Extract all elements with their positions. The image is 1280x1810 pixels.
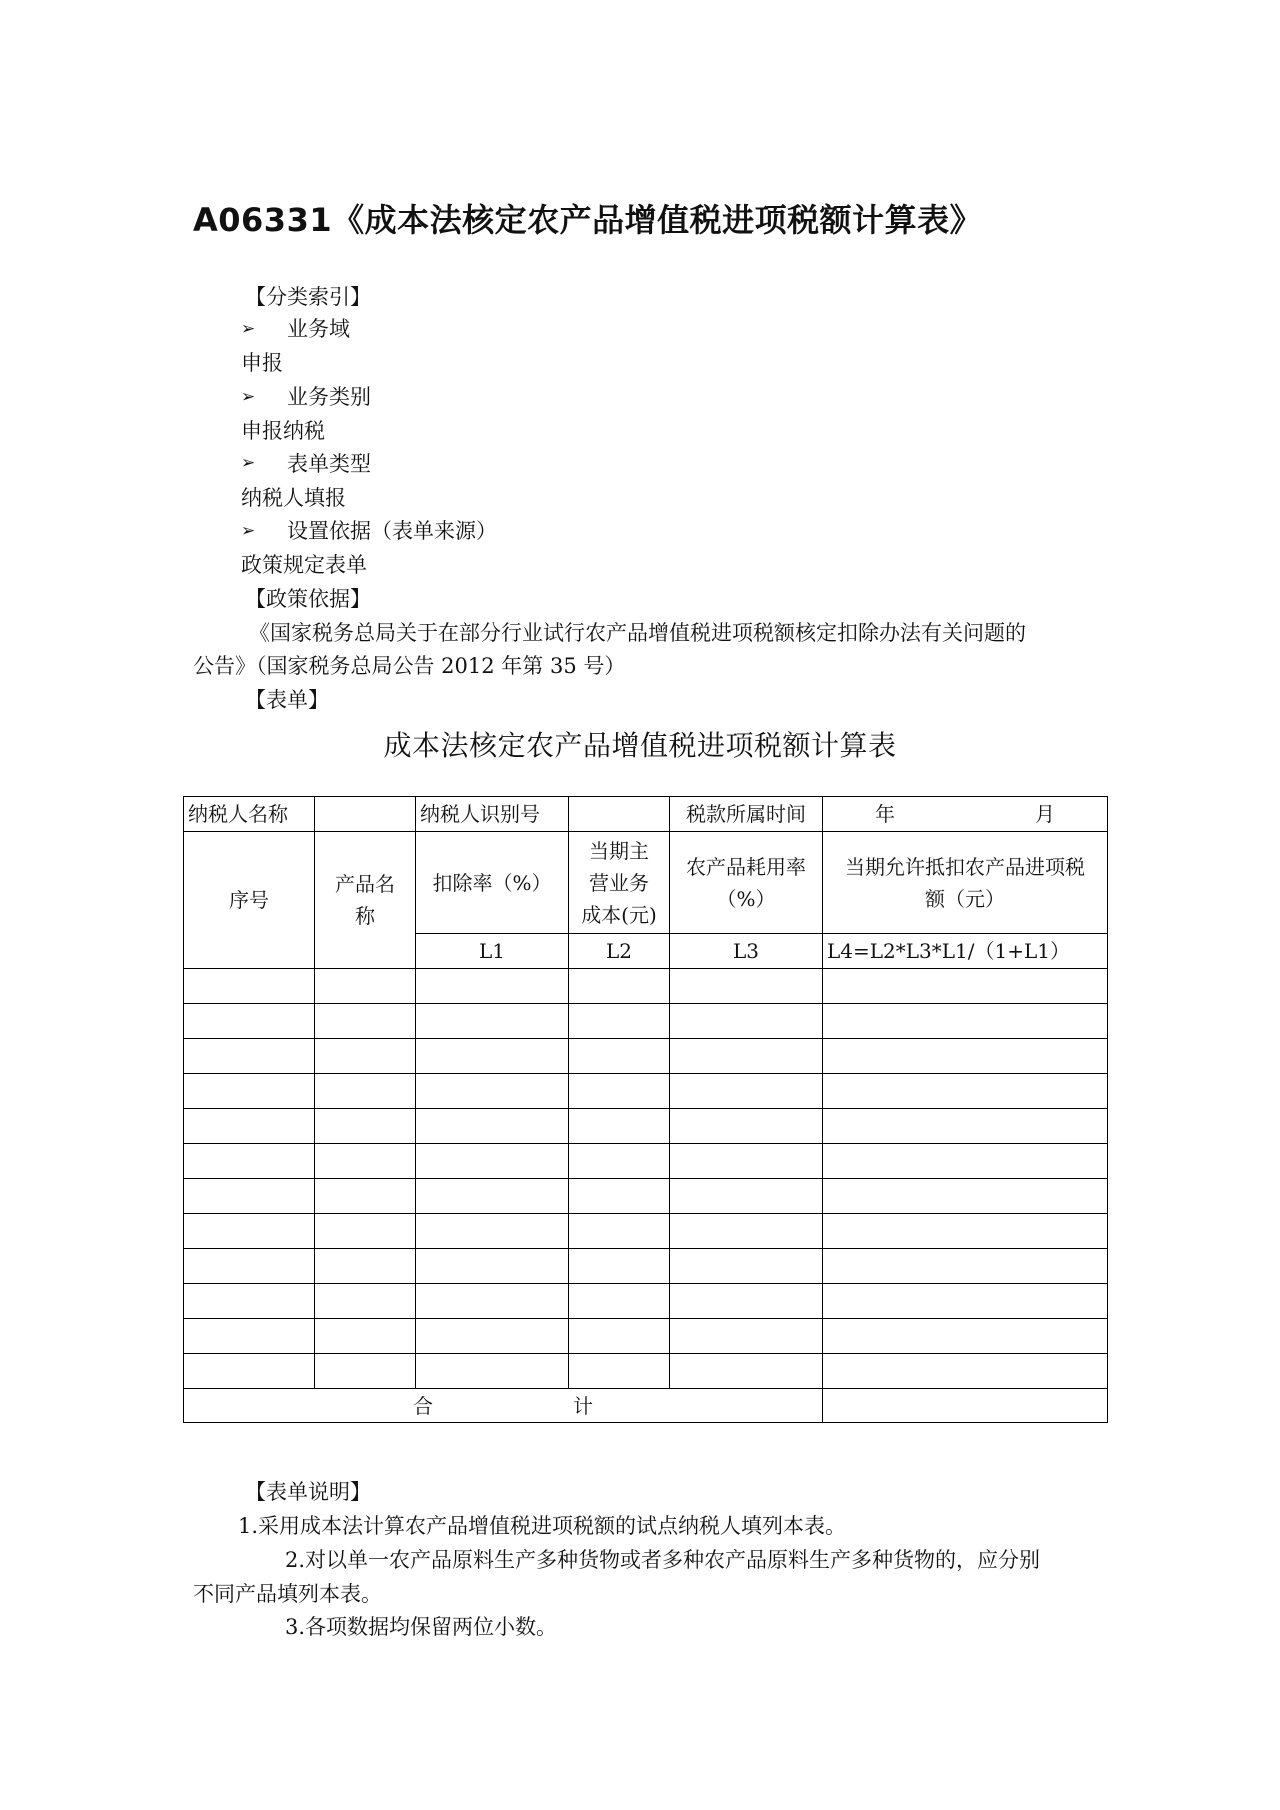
table-row <box>184 1319 1108 1354</box>
tax-period-label: 税款所属时间 <box>670 797 823 832</box>
calculation-table <box>183 796 1108 1423</box>
taxpayer-name-field[interactable] <box>315 797 416 832</box>
form-heading: 【表单】 <box>245 688 329 712</box>
index-item-label: 表单类型 <box>287 452 371 476</box>
policy-heading: 【政策依据】 <box>245 587 371 611</box>
arrow-bullet-icon: ➢ <box>241 521 256 541</box>
index-item-label: 设置依据（表单来源） <box>287 519 497 543</box>
taxpayer-id-field[interactable] <box>569 797 670 832</box>
index-item-value: 纳税人填报 <box>241 486 346 510</box>
table-row <box>184 1004 1108 1039</box>
policy-text-line1: 《国家税务总局关于在部分行业试行农产品增值税进项税额核定扣除办法有关问题的 <box>249 621 1026 645</box>
total-row <box>184 1389 1108 1423</box>
policy-text-line2: 公告》（国家税务总局公告 2012 年第 35 号） <box>193 654 626 678</box>
taxpayer-id-label: 纳税人识别号 <box>416 797 569 832</box>
index-item-value: 政策规定表单 <box>241 553 367 577</box>
arrow-bullet-icon: ➢ <box>241 319 256 339</box>
col-cost-header: 当期主 营业务 成本(元) <box>569 832 670 934</box>
taxpayer-info-row <box>184 797 1108 832</box>
column-header-row <box>184 832 1108 934</box>
index-item-value: 申报纳税 <box>241 419 325 443</box>
total-label: 合 计 <box>184 1389 823 1423</box>
note-3: 3.各项数据均保留两位小数。 <box>285 1615 558 1639</box>
col-product-header: 产品名 称 <box>315 832 416 969</box>
table-row <box>184 969 1108 1004</box>
notes-heading: 【表单说明】 <box>245 1480 371 1504</box>
taxpayer-name-label: 纳税人名称 <box>184 797 315 832</box>
index-item-label: 业务类别 <box>287 385 371 409</box>
total-value-field[interactable] <box>823 1389 1108 1423</box>
col-consumption-rate-header: 农产品耗用率 （%） <box>670 832 823 934</box>
table-row <box>184 1249 1108 1284</box>
code-l1: L1 <box>416 934 569 969</box>
index-item-value: 申报 <box>241 351 283 375</box>
note-1: 1.采用成本法计算农产品增值税进项税额的试点纳税人填列本表。 <box>238 1514 847 1538</box>
table-row <box>184 1109 1108 1144</box>
col-deduction-rate-header: 扣除率（%） <box>416 832 569 934</box>
arrow-bullet-icon: ➢ <box>241 453 256 473</box>
table-row <box>184 1354 1108 1389</box>
table-row <box>184 1144 1108 1179</box>
table-row <box>184 1214 1108 1249</box>
index-heading: 【分类索引】 <box>245 285 371 309</box>
arrow-bullet-icon: ➢ <box>241 387 256 407</box>
code-l2: L2 <box>569 934 670 969</box>
tax-period-field[interactable] <box>823 797 1108 832</box>
table-row <box>184 1179 1108 1214</box>
col-seq-header: 序号 <box>184 832 315 969</box>
month-label: 月 <box>1035 802 1055 826</box>
table-row <box>184 1284 1108 1319</box>
year-label: 年 <box>875 802 895 826</box>
table-row <box>184 1039 1108 1074</box>
table-title: 成本法核定农产品增值税进项税额计算表 <box>383 729 897 762</box>
col-allowed-deduction-header: 当期允许抵扣农产品进项税 额（元） <box>823 832 1108 934</box>
table-row <box>184 1074 1108 1109</box>
code-l3: L3 <box>670 934 823 969</box>
note-2-line2: 不同产品填列本表。 <box>193 1582 382 1606</box>
note-2-line1: 2.对以单一农产品原料生产多种货物或者多种农产品原料生产多种货物的，应分别 <box>285 1548 1041 1572</box>
code-l4-formula: L4=L2*L3*L1/（1+L1） <box>823 934 1108 969</box>
index-item-label: 业务域 <box>287 317 350 341</box>
document-title: A06331《成本法核定农产品增值税进项税额计算表》 <box>193 201 983 239</box>
